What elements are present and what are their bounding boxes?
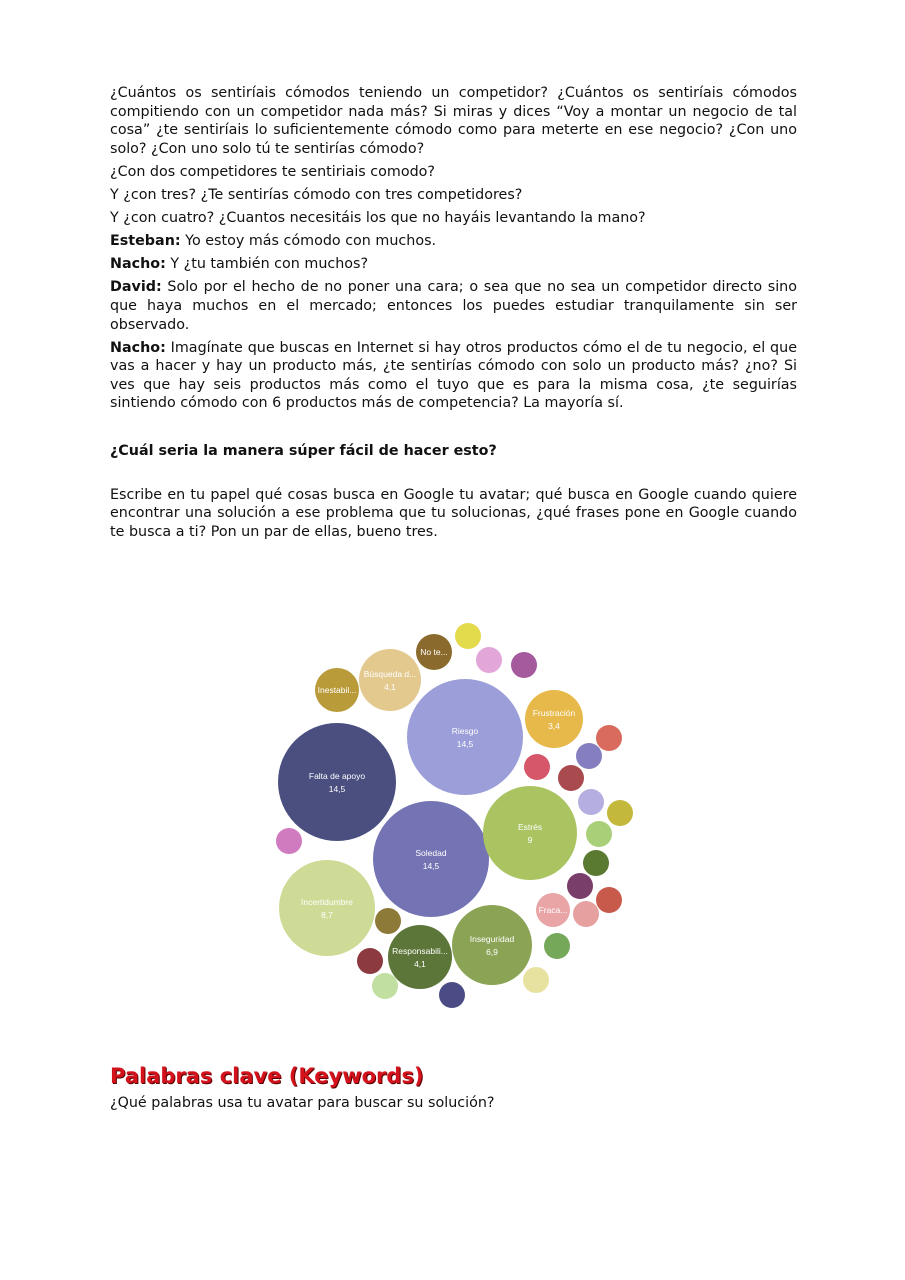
bubble-small xyxy=(476,647,502,673)
bubble-value: 4,1 xyxy=(384,682,396,692)
paragraph-three-competitors: Y ¿con tres? ¿Te sentirías cómodo con tres competidores? xyxy=(110,186,523,203)
bubble-small xyxy=(596,725,622,751)
bubble-value: 14,5 xyxy=(422,861,440,871)
bubble-value: 14,5 xyxy=(328,784,346,794)
bubble-small xyxy=(578,789,604,815)
bubble-label: Inseguridad xyxy=(469,934,515,944)
bubble-label: Soledad xyxy=(415,848,447,858)
bubble-value: 4,1 xyxy=(414,959,426,969)
paragraph-google-search: Escribe en tu papel qué cosas busca en Google tu avatar; qué busca en Google cuando quiere encontrar una solución a ese problema que tu solucionas, ¿qué frases pone en Google cuando te busca a ti? Pon un par de ellas, bueno tres. xyxy=(110,486,797,540)
bubble-small xyxy=(567,873,593,899)
bubble-small xyxy=(455,623,481,649)
dialogue-text: Solo por el hecho de no poner una cara; o sea que no sea un competidor directo sino que haya muchos en el mercado; entonces los puedes estudiar tranquilamente sin ser observado. xyxy=(110,279,797,333)
bubble-value: 6,9 xyxy=(486,947,498,957)
bubble-value: 14,5 xyxy=(456,739,474,749)
section-heading: ¿Cuál seria la manera súper fácil de hacer esto? xyxy=(110,442,497,459)
document-body xyxy=(110,84,797,546)
bubble-small xyxy=(357,948,383,974)
bubble-small xyxy=(576,743,602,769)
bubble-small xyxy=(586,821,612,847)
dialogue-esteban xyxy=(110,232,797,251)
bubble-estrés xyxy=(483,786,577,880)
speaker-david: David: xyxy=(110,279,162,296)
paragraph-two-competitors: ¿Con dos competidores te sentiriais comodo? xyxy=(110,163,435,180)
bubble-small xyxy=(607,800,633,826)
bubble-small xyxy=(524,754,550,780)
bubble-inseguridad xyxy=(452,905,532,985)
bubble-small xyxy=(523,967,549,993)
bubble-label: Búsqueda d... xyxy=(363,669,417,679)
dialogue-text: Imagínate que buscas en Internet si hay otros productos cómo el de tu negocio, el que vas a hacer y hay un producto más, ¿te sentirías cómodo con solo un producto más? ¿no? Si ves que hay seis productos más como el tuyo que es para la misma cosa, ¿te seguirías sintiendo cómodo con 6 productos más de competencia? La mayoría sí. xyxy=(110,339,797,412)
bubble-small xyxy=(573,901,599,927)
bubble-label: Riesgo xyxy=(451,726,479,736)
speaker-esteban: Esteban: xyxy=(110,233,181,250)
bubble-label: Incertidumbre xyxy=(301,897,353,907)
bubble-value: 3,4 xyxy=(548,721,560,731)
keywords-question: ¿Qué palabras usa tu avatar para buscar su solución? xyxy=(110,1095,495,1111)
bubble-chart xyxy=(262,612,662,1032)
dialogue-david xyxy=(110,278,797,334)
speaker-nacho: Nacho: xyxy=(110,256,166,273)
dialogue-nacho-2 xyxy=(110,339,797,413)
bubble-value: 8,7 xyxy=(321,910,333,920)
bubble-small xyxy=(596,887,622,913)
keywords-title: Palabras clave (Keywords) xyxy=(110,1064,424,1088)
dialogue-nacho-1 xyxy=(110,255,797,274)
speaker-nacho: Nacho: xyxy=(110,339,166,356)
paragraph-competitors: ¿Cuántos os sentiríais cómodos teniendo un competidor? ¿Cuántos os sentiríais cómodos compitiendo con un competidor nada más? Si miras y dices “Voy a montar un negocio de tal cosa” ¿te sentiríais lo suficientemente cómodo como para meterte en ese negocio? ¿Con uno solo? ¿Con uno solo tú te sentirías cómodo? xyxy=(110,85,797,157)
bubble-small xyxy=(276,828,302,854)
bubble-small xyxy=(439,982,465,1008)
bubble-value: 9 xyxy=(527,835,533,845)
bubble-small xyxy=(511,652,537,678)
bubble-small xyxy=(583,850,609,876)
bubble-búsqueda-d xyxy=(359,649,421,711)
bubble-riesgo xyxy=(407,679,523,795)
bubble-falta-de-apoyo xyxy=(278,723,396,841)
bubble-label: Fraca... xyxy=(538,905,568,915)
bubble-label: No te... xyxy=(420,647,448,657)
paragraph-four-competitors: Y ¿con cuatro? ¿Cuantos necesitáis los que no hayáis levantando la mano? xyxy=(110,210,646,227)
dialogue-text: Y ¿tu también con muchos? xyxy=(165,256,369,273)
bubble-small xyxy=(375,908,401,934)
bubble-incertidumbre xyxy=(279,860,375,956)
bubble-label: Estrés xyxy=(517,822,543,832)
bubble-frustración xyxy=(525,690,583,748)
bubble-label: Inestabil... xyxy=(317,685,357,695)
bubble-small xyxy=(558,765,584,791)
bubble-label: Falta de apoyo xyxy=(308,771,366,781)
bubble-small xyxy=(544,933,570,959)
bubble-small xyxy=(372,973,398,999)
bubble-label: Frustración xyxy=(532,708,576,718)
bubble-label: Responsabili... xyxy=(392,946,448,956)
bubble-responsabili xyxy=(388,925,452,989)
bubble-soledad xyxy=(373,801,489,917)
dialogue-text: Yo estoy más cómodo con muchos. xyxy=(180,233,437,250)
